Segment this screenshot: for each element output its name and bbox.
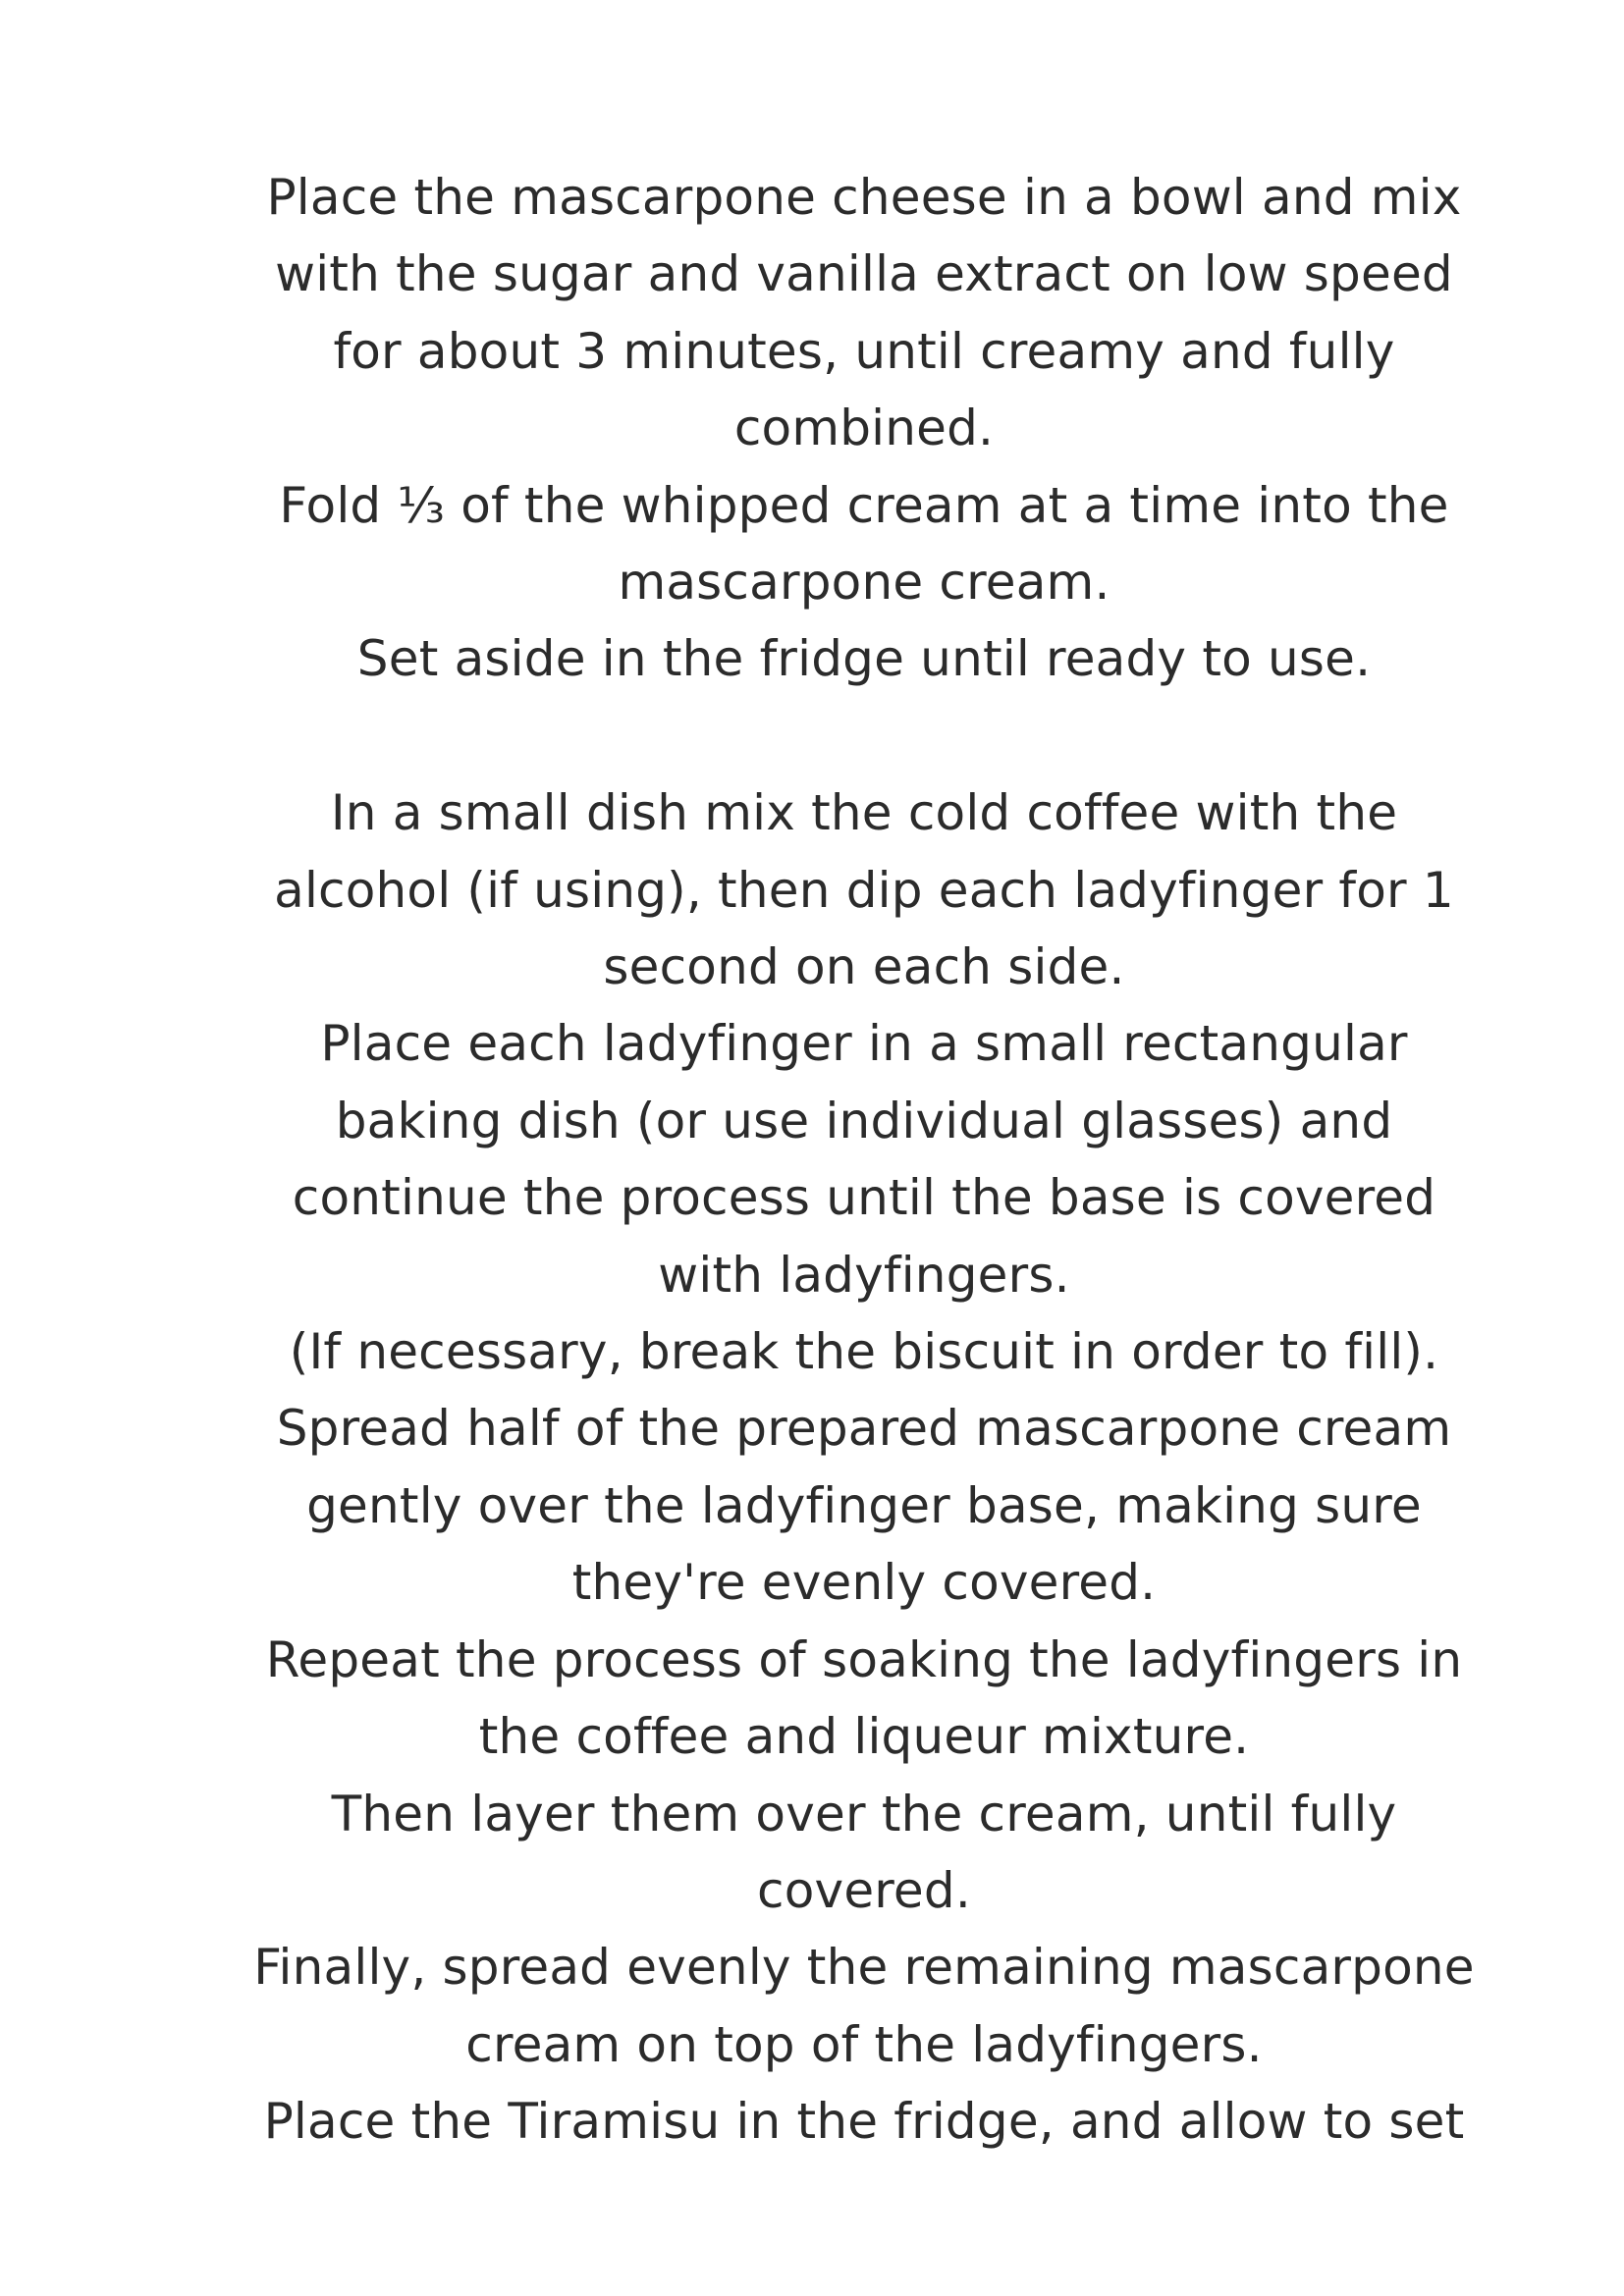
paragraph-mix-mascarpone: Place the mascarpone cheese in a bowl and mix with the sugar and vanilla extract on low speed for about 3 minutes, until creamy and fully combined. [266,169,1462,457]
paragraph-repeat-soaking: Repeat the process of soaking the ladyfingers in the coffee and liqueur mixture. [265,1630,1463,1766]
paragraph-spread-remaining: Finally, spread evenly the remaining mascarpone cream on top of the ladyfingers. [253,1939,1475,2073]
paragraph-set-aside: Set aside in the fridge until ready to use. [356,630,1372,688]
paragraph-dip-ladyfingers: In a small dish mix the cold coffee with the alcohol (if using), then dip each ladyfinger for 1 second on each side. [274,784,1454,996]
paragraph-place-ladyfingers: Place each ladyfinger in a small rectangular baking dish (or use individual glasses) and continue the process until the base is covered with ladyfingers. [292,1015,1436,1304]
paragraph-break-biscuit: (If necessary, break the biscuit in order to fill). [289,1323,1439,1381]
recipe-instructions [226,159,1502,2161]
paragraph-spread-half: Spread half of the prepared mascarpone cream gently over the ladyfinger base, making sure they're evenly covered. [276,1400,1452,1612]
paragraph-spacer [226,698,1502,774]
paragraph-fold-cream: Fold ⅓ of the whipped cream at a time into the mascarpone cream. [279,476,1449,612]
paragraph-layer-over-cream: Then layer them over the cream, until fully covered. [331,1785,1397,1919]
paragraph-refrigerate: Place the Tiramisu in the fridge, and allow to set [263,2093,1465,2151]
